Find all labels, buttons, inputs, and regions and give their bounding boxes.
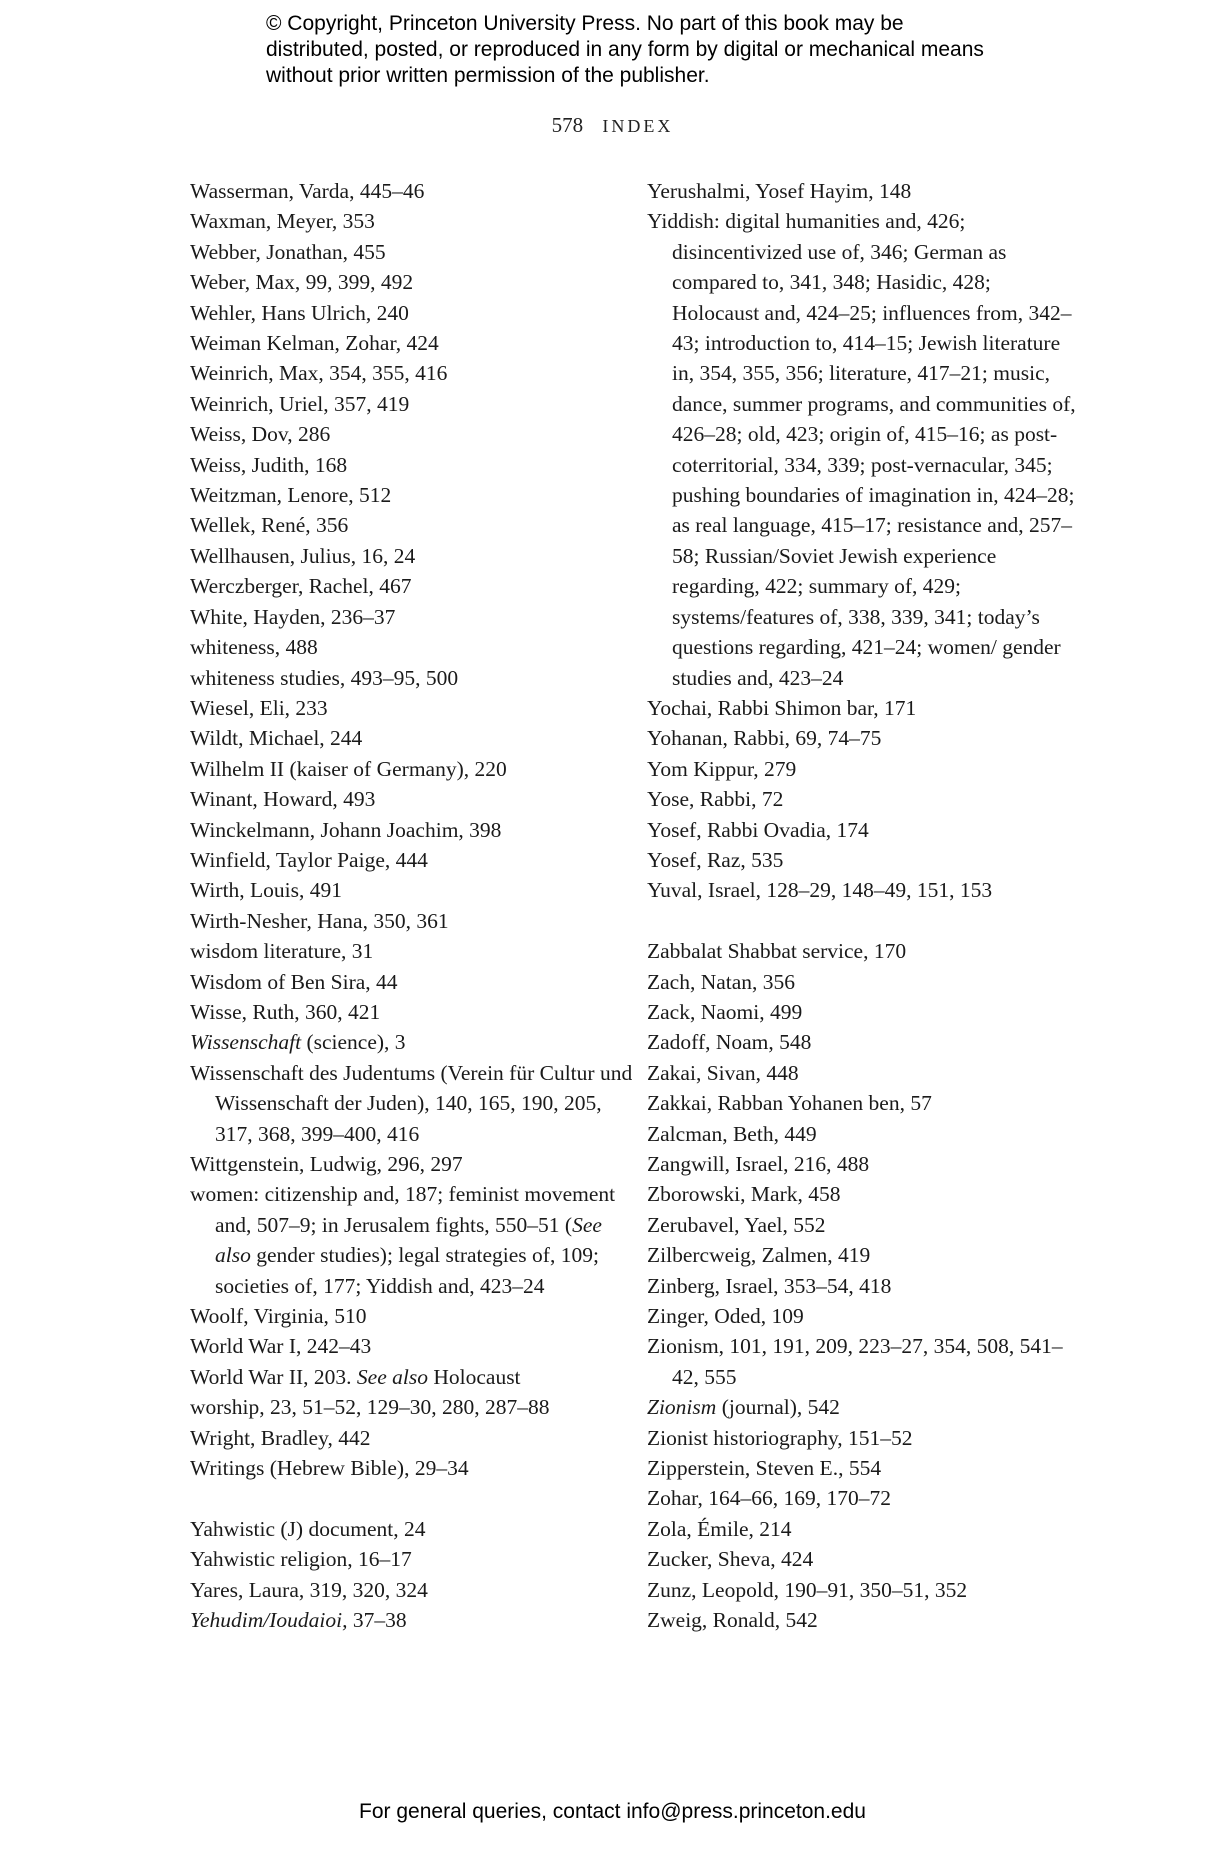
index-entry-text: Zionism, 101, 191, 209, 223–27, 354, 508, 541–42, 555: [647, 1334, 1063, 1389]
index-entry: [647, 1392, 1077, 1422]
index-entry: [190, 176, 640, 206]
index-entry-text: Wilhelm II (kaiser of Germany), 220: [190, 756, 507, 781]
index-entry-text: Weiss, Judith, 168: [190, 452, 348, 477]
index-entry: [190, 480, 640, 510]
index-entry-text: Zionist historiography, 151–52: [647, 1425, 913, 1450]
index-entry: [647, 754, 1077, 784]
index-entry: [647, 1575, 1077, 1605]
index-entry: [190, 1331, 640, 1361]
index-entry-text: Zangwill, Israel, 216, 488: [647, 1151, 870, 1176]
index-entry: [647, 1301, 1077, 1331]
index-entry: [647, 1605, 1077, 1635]
index-entry: [190, 815, 640, 845]
index-entry: [190, 298, 640, 328]
index-entry-text: Yehudim/Ioudaioi,: [190, 1608, 348, 1633]
index-entry-text: See also: [356, 1364, 428, 1389]
index-entry: [190, 1575, 640, 1605]
index-entry: [190, 1514, 640, 1544]
index-entry-text: Zweig, Ronald, 542: [647, 1608, 818, 1633]
index-entry-text: Wirth-Nesher, Hana, 350, 361: [190, 908, 449, 933]
index-entry-text: Webber, Jonathan, 455: [190, 239, 386, 264]
index-entry: [647, 1453, 1077, 1483]
index-entry-text: Yochai, Rabbi Shimon bar, 171: [647, 695, 917, 720]
index-entry: [190, 754, 640, 784]
index-entry: [190, 358, 640, 388]
index-entry: [647, 1088, 1077, 1118]
index-entry: [647, 206, 1077, 693]
index-entry-text: Yuval, Israel, 128–29, 148–49, 151, 153: [647, 878, 993, 903]
index-entry-text: Waxman, Meyer, 353: [190, 209, 375, 234]
index-entry-text: wisdom literature, 31: [190, 939, 374, 964]
index-entry-text: Zola, Émile, 214: [647, 1516, 792, 1541]
index-entry: [190, 936, 640, 966]
index-entry: [190, 663, 640, 693]
index-entry: [190, 1179, 640, 1301]
index-entry: [190, 906, 640, 936]
index-entry: [190, 875, 640, 905]
index-entry-text: Wellhausen, Julius, 16, 24: [190, 543, 416, 568]
index-entry-text: Wirth, Louis, 491: [190, 878, 343, 903]
index-entry-text: Zakkai, Rabban Yohanen ben, 57: [647, 1091, 932, 1116]
index-entry-text: Weiman Kelman, Zohar, 424: [190, 331, 439, 356]
index-entry-text: Winfield, Taylor Paige, 444: [190, 847, 428, 872]
index-entry-text: Yom Kippur, 279: [647, 756, 797, 781]
index-entry-text: Yahwistic (J) document, 24: [190, 1516, 426, 1541]
index-entry-text: Yose, Rabbi, 72: [647, 787, 784, 812]
index-entry-text: Zakai, Sivan, 448: [647, 1060, 799, 1085]
index-entry: [190, 510, 640, 540]
index-entry-text: (science), 3: [301, 1030, 406, 1055]
index-entry: [647, 845, 1077, 875]
index-entry: [190, 1453, 640, 1483]
page-number: 578: [551, 113, 584, 137]
index-entry-text: Zipperstein, Steven E., 554: [647, 1456, 882, 1481]
index-entry-text: Wisdom of Ben Sira, 44: [190, 969, 398, 994]
index-entry: [190, 450, 640, 480]
index-entry-text: 37–38: [347, 1608, 407, 1633]
index-entry-text: Yerushalmi, Yosef Hayim, 148: [647, 179, 912, 203]
index-entry-text: Yares, Laura, 319, 320, 324: [190, 1577, 428, 1602]
index-entry-text: Zach, Natan, 356: [647, 969, 796, 994]
index-entry-text: worship, 23, 51–52, 129–30, 280, 287–88: [190, 1395, 550, 1420]
index-entry-text: Wellek, René, 356: [190, 513, 349, 538]
index-column-left: [190, 176, 640, 1635]
index-entry: [190, 845, 640, 875]
index-entry-text: Zerubavel, Yael, 552: [647, 1212, 826, 1237]
index-entry-text: Weitzman, Lenore, 512: [190, 483, 392, 508]
index-entry: [190, 237, 640, 267]
index-entry: [647, 1483, 1077, 1513]
index-entry: [190, 693, 640, 723]
index-entry: [190, 1605, 640, 1635]
index-entry-text: Yiddish: digital humanities and, 426; disincentivized use of, 346; German as compared to, 341, 348; Hasidic, 428; Holocaust and, 424–25; influences from, 342–43; introduction to, 414–15; Jewish literature in, 354, 355, 356; literature, 417–21; music, dance, summer programs, and communities of, 426–28; old, 423; origin of, 415–16; as post-coterritorial, 334, 339; post-vernacular, 345; pushing boundaries of imagination in, 424–28; as real language, 415–17; resistance and, 257–58; Russian/Soviet Jewish experience regarding, 422; summary of, 429; systems/features of, 338, 339, 341; today’s questions regarding, 421–24; women/ gender studies and, 423–24: [647, 209, 1076, 690]
index-entry: [647, 1544, 1077, 1574]
index-entry: [647, 1179, 1077, 1209]
index-entry: [647, 997, 1077, 1027]
index-entry-text: Wissenschaft des Judentums (Verein für Cultur und Wissenschaft der Juden), 140, 165, 190, 205, 317, 368, 399–400, 416: [190, 1060, 633, 1146]
index-entry: [647, 875, 1077, 905]
index-entry-text: Wissenschaft: [190, 1030, 302, 1055]
index-entry: [647, 723, 1077, 753]
index-entry-text: Yohanan, Rabbi, 69, 74–75: [647, 726, 882, 751]
index-entry: [190, 389, 640, 419]
index-entry-text: Yosef, Raz, 535: [647, 847, 784, 872]
index-entry-text: whiteness, 488: [190, 635, 318, 660]
index-entry-text: Holocaust: [427, 1364, 521, 1389]
index-entry-text: Writings (Hebrew Bible), 29–34: [190, 1456, 469, 1481]
index-entry: [190, 1544, 640, 1574]
index-entry-text: Weinrich, Max, 354, 355, 416: [190, 361, 448, 386]
index-entry-text: (journal), 542: [716, 1395, 840, 1420]
index-entry-text: Yosef, Rabbi Ovadia, 174: [647, 817, 869, 842]
index-entry: [647, 693, 1077, 723]
index-entry: [647, 1271, 1077, 1301]
index-entry: [190, 206, 640, 236]
index-entry: [190, 419, 640, 449]
index-entry: [190, 571, 640, 601]
index-entry: [647, 967, 1077, 997]
index-entry: [190, 1423, 640, 1453]
index-entry-text: Weber, Max, 99, 399, 492: [190, 270, 414, 295]
index-entry: [647, 815, 1077, 845]
section-title: INDEX: [602, 116, 674, 136]
index-entry-text: Winant, Howard, 493: [190, 787, 376, 812]
index-entry-text: women: citizenship and, 187; feminist movement and, 507–9; in Jerusalem fights, 550–51 (: [190, 1182, 616, 1237]
index-entry-text: Zalcman, Beth, 449: [647, 1121, 817, 1146]
index-entry-text: Wasserman, Varda, 445–46: [190, 179, 425, 203]
index-entry-text: World War II, 203.: [190, 1364, 357, 1389]
index-entry: [190, 1027, 640, 1057]
index-entry-text: gender studies); legal strategies of, 109; societies of, 177; Yiddish and, 423–24: [215, 1243, 599, 1298]
index-entry-text: Wittgenstein, Ludwig, 296, 297: [190, 1152, 463, 1176]
index-entry-text: Yahwistic religion, 16–17: [190, 1547, 412, 1572]
index-entry-text: Wildt, Michael, 244: [190, 726, 363, 751]
index-entry: [190, 1058, 640, 1149]
index-entry: [647, 1119, 1077, 1149]
index-entry: [647, 784, 1077, 814]
index-entry-text: Zunz, Leopold, 190–91, 350–51, 352: [647, 1577, 968, 1602]
index-entry: [190, 267, 640, 297]
index-entry: [190, 632, 640, 662]
index-entry-text: Zack, Naomi, 499: [647, 999, 803, 1024]
index-entry: [647, 1058, 1077, 1088]
index-entry-text: whiteness studies, 493–95, 500: [190, 665, 459, 690]
index-entry: [190, 541, 640, 571]
index-entry-text: World War I, 242–43: [190, 1334, 372, 1359]
index-entry-text: Winckelmann, Johann Joachim, 398: [190, 817, 502, 842]
index-entry: [647, 176, 1077, 206]
index-entry-text: Wiesel, Eli, 233: [190, 695, 328, 720]
index-entry: [190, 1392, 640, 1422]
index-entry-text: Zilbercweig, Zalmen, 419: [647, 1243, 871, 1268]
index-entry-text: Zucker, Sheva, 424: [647, 1547, 814, 1572]
index-entry-text: Zohar, 164–66, 169, 170–72: [647, 1486, 891, 1511]
index-entry: [647, 1423, 1077, 1453]
index-entry: [190, 1301, 640, 1331]
index-entry-text: Zionism: [647, 1395, 717, 1420]
index-entry: [190, 723, 640, 753]
index-entry-text: Werczberger, Rachel, 467: [190, 574, 412, 599]
index-entry-text: Zabbalat Shabbat service, 170: [647, 939, 907, 964]
index-column-right: [647, 176, 1077, 1635]
index-entry: [647, 1149, 1077, 1179]
index-entry: [190, 784, 640, 814]
index-entry: [190, 1149, 640, 1179]
index-entry: [647, 1331, 1077, 1392]
index-entry-text: Wehler, Hans Ulrich, 240: [190, 300, 409, 325]
index-entry: [647, 1240, 1077, 1270]
index-entry-text: Wright, Bradley, 442: [190, 1425, 371, 1450]
index-entry-text: Weinrich, Uriel, 357, 419: [190, 391, 410, 416]
index-entry: [647, 1027, 1077, 1057]
index-entry-text: Zborowski, Mark, 458: [647, 1182, 841, 1207]
index-entry: [190, 967, 640, 997]
index-entry: [190, 1362, 640, 1392]
index-entry: [190, 602, 640, 632]
index-entry-text: White, Hayden, 236–37: [190, 604, 396, 629]
index-entry-text: See also: [215, 1212, 602, 1268]
index-entry-text: Zadoff, Noam, 548: [647, 1030, 812, 1055]
index-entry-text: Zinger, Oded, 109: [647, 1304, 804, 1329]
index-entry: [190, 328, 640, 358]
footer-contact: For general queries, contact info@press.princeton.edu: [359, 1800, 866, 1823]
index-entry-text: Zinberg, Israel, 353–54, 418: [647, 1273, 892, 1298]
index-entry-text: Wisse, Ruth, 360, 421: [190, 999, 381, 1024]
running-head: [0, 113, 1225, 138]
index-entry: [190, 997, 640, 1027]
index-entry-text: Woolf, Virginia, 510: [190, 1304, 367, 1329]
copyright-notice: © Copyright, Princeton University Press. No part of this book may be distributed, posted, or reproduced in any form by digital or mechanical means without prior written permission of the publisher.: [266, 12, 984, 87]
index-entry: [647, 1210, 1077, 1240]
index-entry-text: Weiss, Dov, 286: [190, 422, 331, 447]
index-entry: [647, 936, 1077, 966]
index-entry: [647, 1514, 1077, 1544]
